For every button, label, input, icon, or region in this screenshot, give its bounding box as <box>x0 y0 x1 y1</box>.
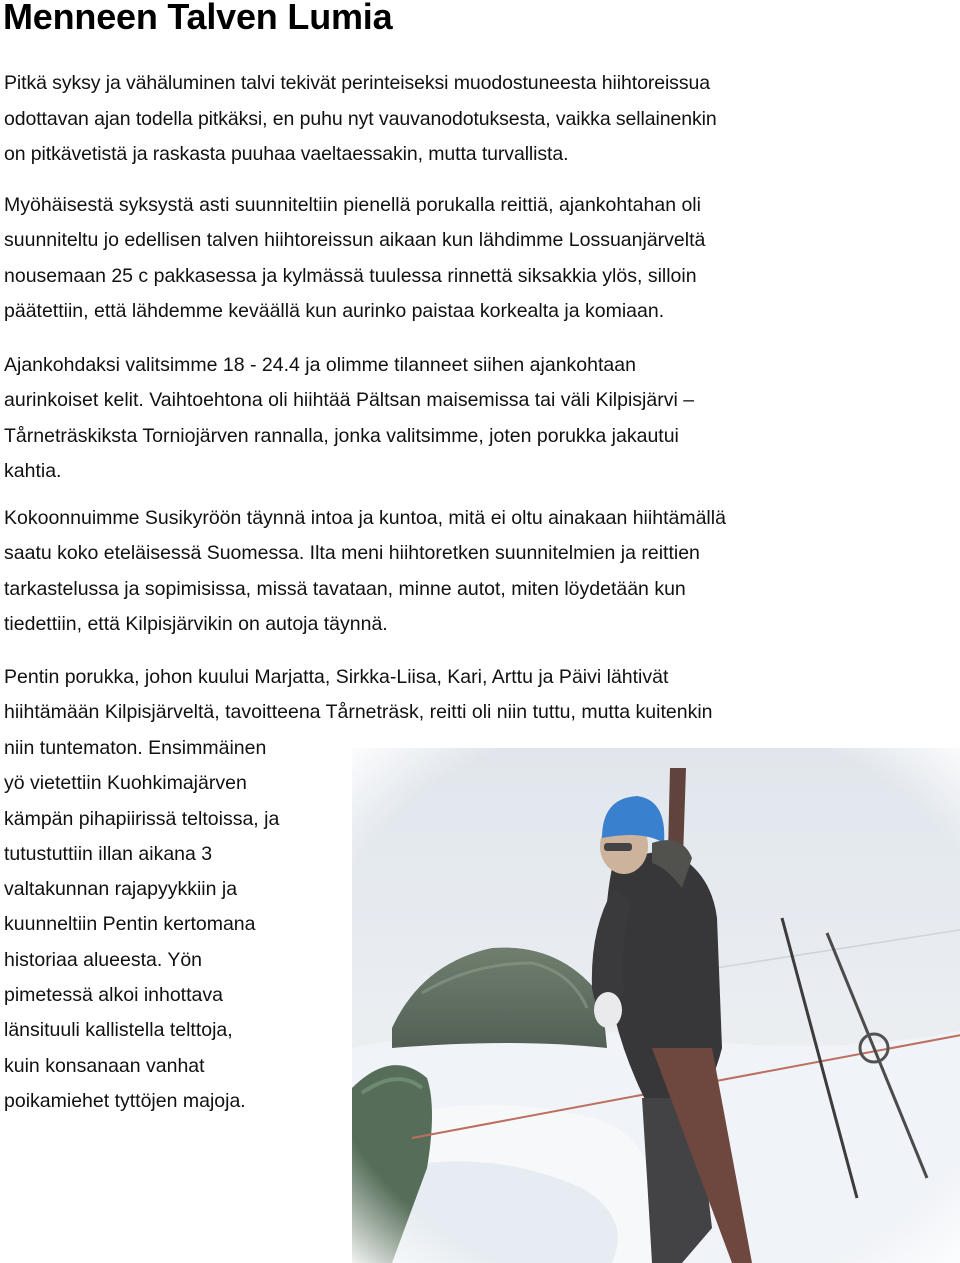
paragraph-line: historiaa alueesta. Yön <box>4 948 203 971</box>
paragraph-line: päätettiin, että lähdemme keväällä kun aurinko paistaa korkealta ja komiaan. <box>4 299 665 322</box>
paragraph-line: kuin konsanaan vanhat <box>4 1054 205 1077</box>
paragraph-line: Tårneträskiksta Torniojärven rannalla, jonka valitsimme, joten porukka jakautui <box>4 424 679 447</box>
intro-line: on pitkävetistä ja raskasta puuhaa vaeltaessakin, mutta turvallista. <box>4 143 569 165</box>
paragraph-line: Kokoonnuimme Susikyröön täynnä intoa ja kuntoa, mitä ei oltu ainakaan hiihtämällä <box>4 507 726 529</box>
paragraph-line: valtakunnan rajapyykkiin ja <box>4 878 238 901</box>
paragraph-line: pimetessä alkoi inhottava <box>4 984 223 1007</box>
paragraph-line: kahtia. <box>4 459 62 482</box>
paragraph-gathering <box>4 501 726 642</box>
paragraph-dates <box>4 348 694 489</box>
paragraph-line: nousemaan 25 c pakkasessa ja kylmässä tuulessa rinnettä siksakkia ylös, silloin <box>4 264 697 287</box>
paragraph-line: kuunneltiin Pentin kertomana <box>4 913 256 936</box>
paragraph-line: poikamiehet tyttöjen majoja. <box>4 1089 246 1112</box>
document-title: Menneen Talven Lumia <box>3 0 393 37</box>
paragraph-planning <box>4 188 705 329</box>
paragraph-first-night <box>4 731 279 1119</box>
paragraph-line: hiihtämään Kilpisjärveltä, tavoitteena Tårneträsk, reitti oli niin tuttu, mutta kuitenkin <box>4 701 713 724</box>
paragraph-line: aurinkoiset kelit. Vaihtoehtona oli hiihtää Pältsan maisemissa tai väli Kilpisjärvi – <box>4 389 695 412</box>
intro-line: odottavan ajan todella pitkäksi, en puhu nyt vauvanodotuksesta, vaikka sellainenkin <box>4 107 717 130</box>
paragraph-line: Ajankohdaksi valitsimme 18 - 24.4 ja olimme tilanneet siihen ajankohtaan <box>4 354 636 376</box>
paragraph-line: saatu koko eteläisessä Suomessa. Ilta meni hiihtoretken suunnitelmien ja reittien <box>4 542 700 565</box>
paragraph-line: kämpän pihapiirissä teltoissa, ja <box>4 807 280 830</box>
intro-line: Pitkä syksy ja vähäluminen talvi tekivät perinteiseksi muodostuneesta hiihtoreissua <box>4 72 710 94</box>
paragraph-line: länsituuli kallistella telttoja, <box>4 1019 233 1042</box>
winter-camp-photo <box>352 748 960 1263</box>
paragraph-line: tutustuttiin illan aikana 3 <box>4 842 213 865</box>
paragraph-line: tarkastelussa ja sopimisissa, missä tavataan, minne autot, miten löydetään kun <box>4 577 686 600</box>
intro-paragraph <box>4 66 717 173</box>
paragraph-line: yö vietettiin Kuohkimajärven <box>4 772 247 795</box>
paragraph-line: Myöhäisestä syksystä asti suunniteltiin pienellä porukalla reittiä, ajankohtahan oli <box>4 194 701 216</box>
photo-soft-edge <box>352 748 960 1263</box>
paragraph-line: niin tuntematon. Ensimmäinen <box>4 737 267 759</box>
paragraph-line: suunniteltu jo edellisen talven hiihtoreissun aikaan kun lähdimme Lossuanjärveltä <box>4 229 706 252</box>
paragraph-group <box>4 660 713 731</box>
paragraph-line: Pentin porukka, johon kuului Marjatta, Sirkka-Liisa, Kari, Arttu ja Päivi lähtivät <box>4 666 669 688</box>
paragraph-line: tiedettiin, että Kilpisjärvikin on autoja täynnä. <box>4 612 388 635</box>
